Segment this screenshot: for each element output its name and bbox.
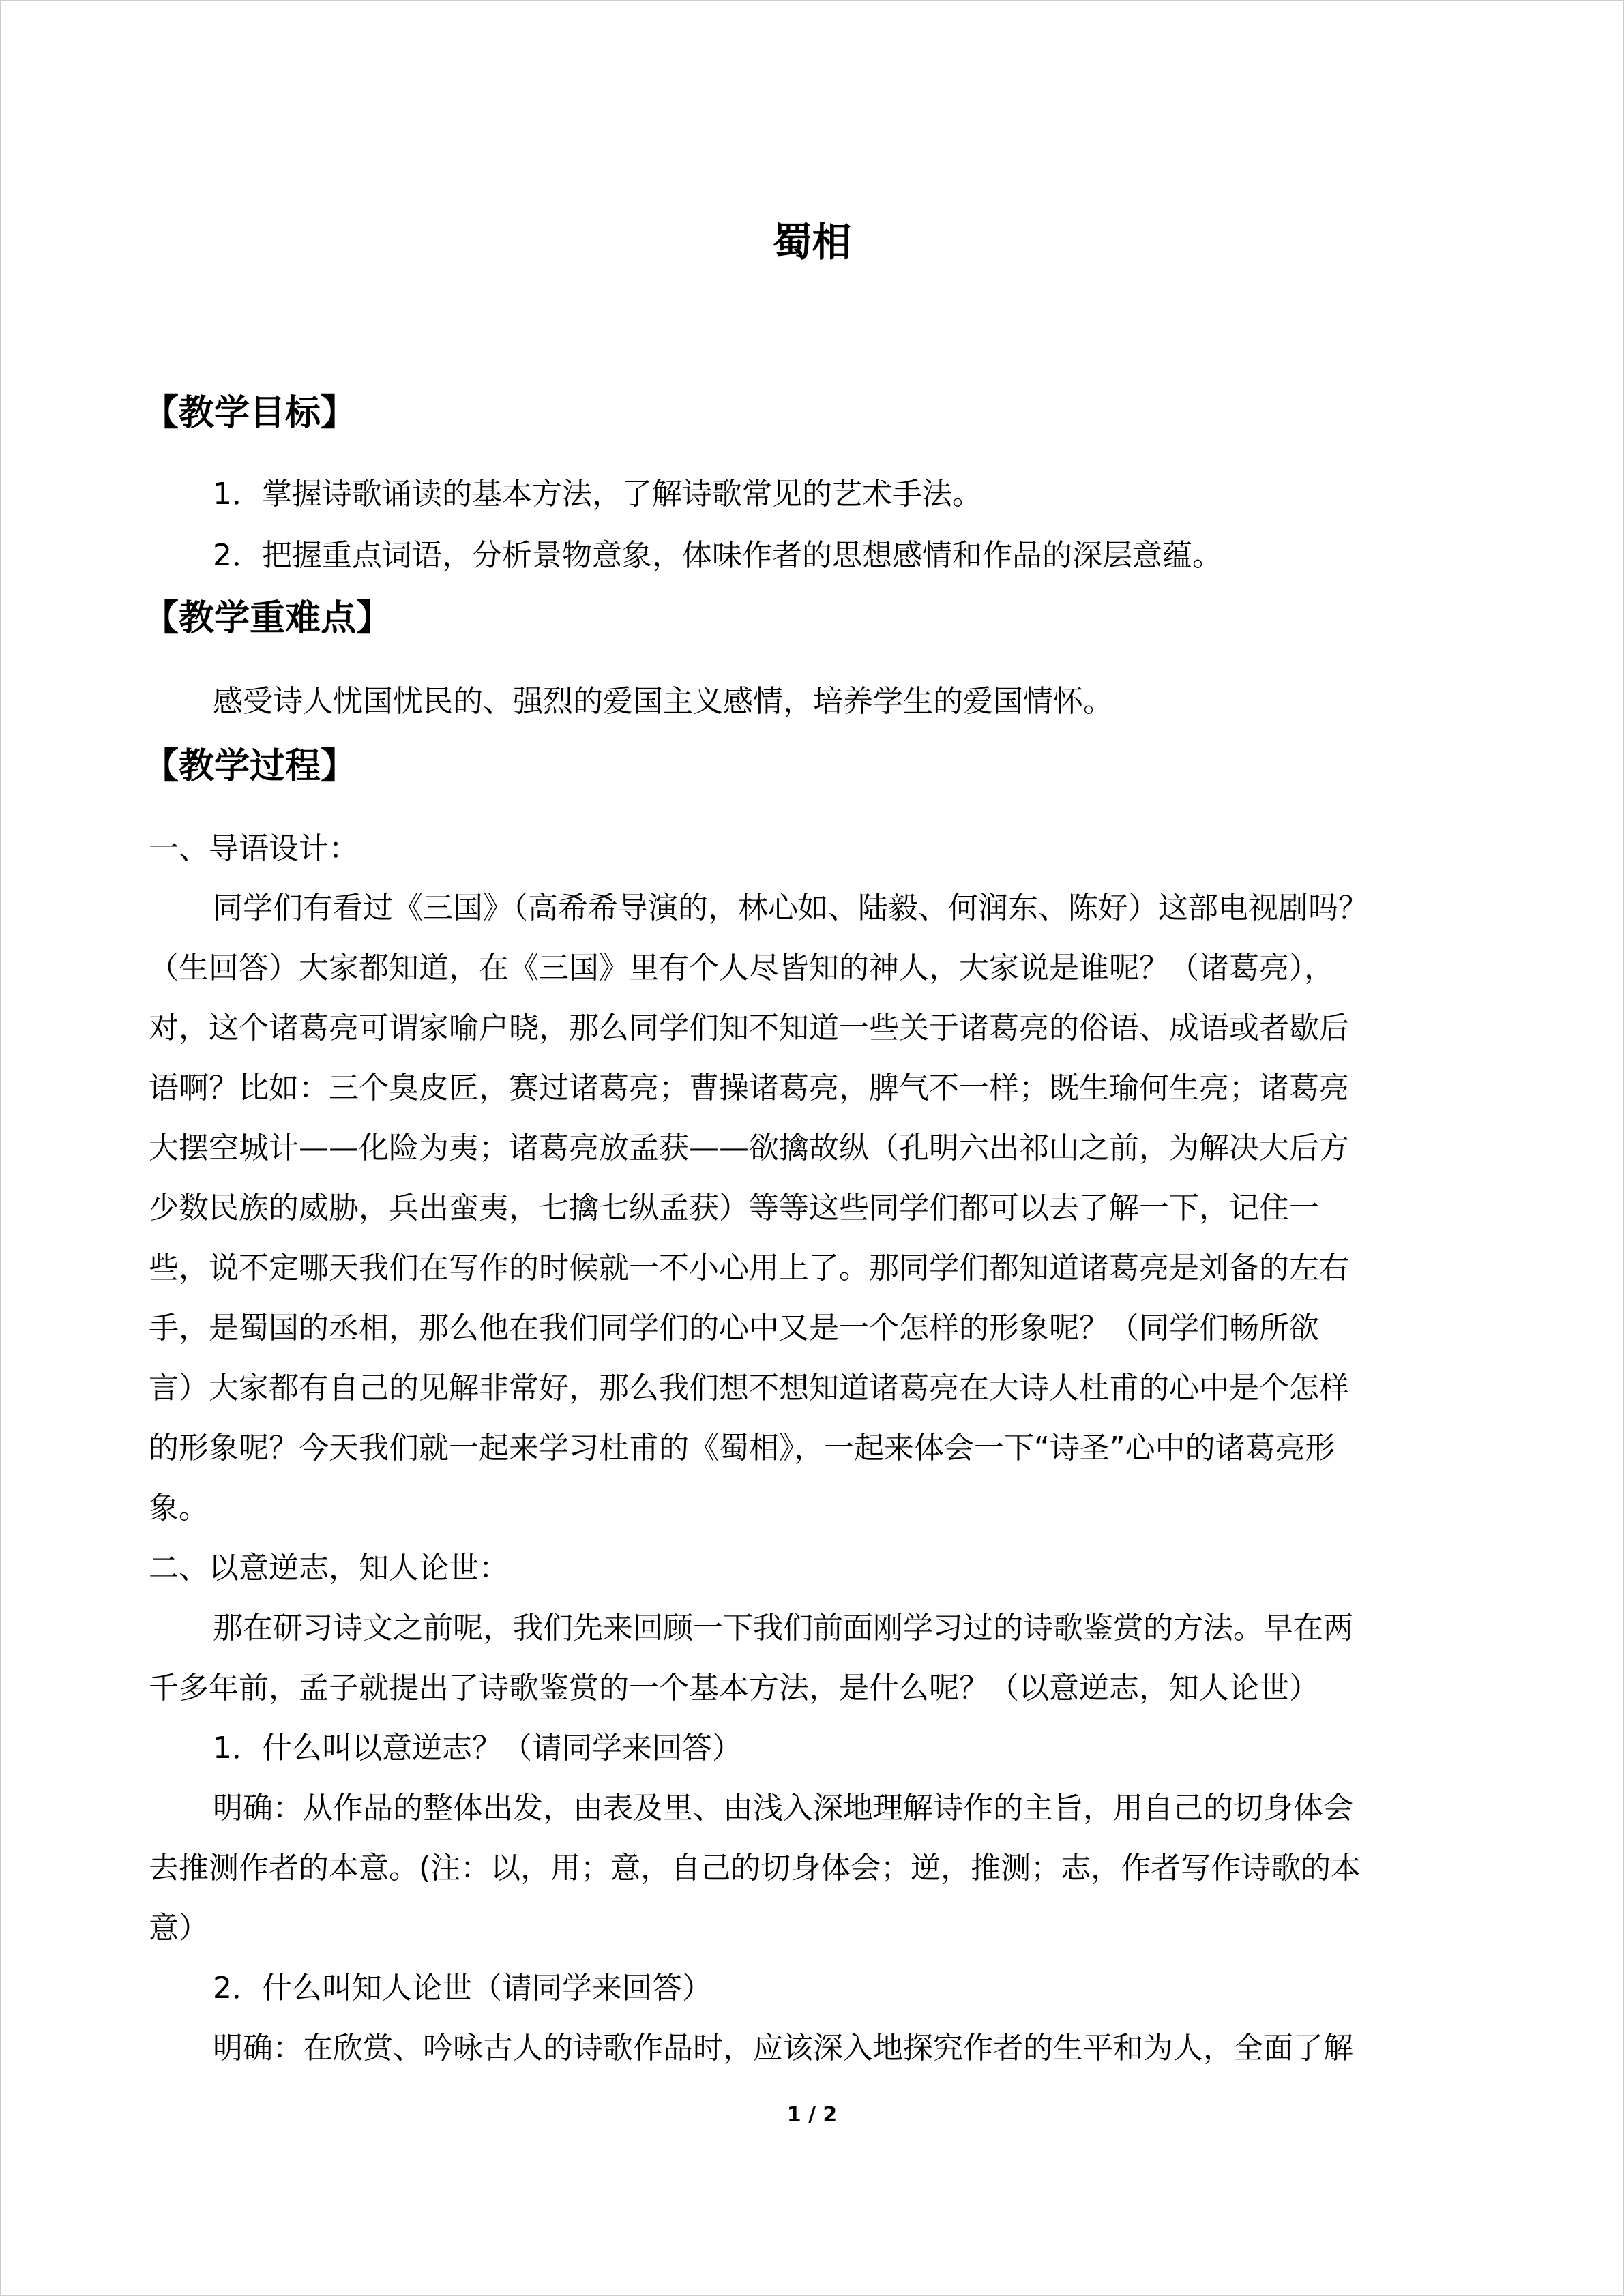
process-subheading-method: 二、以意逆志，知人论世： <box>149 1551 509 1585</box>
process-paragraph-line: 些，说不定哪天我们在写作的时候就一不小心用上了。那同学们都知道诸葛亮是刘备的左右 <box>149 1251 1349 1285</box>
process-subheading-intro: 一、导语设计： <box>149 831 359 866</box>
process-answer-line: 明确：在欣赏、吟咏古人的诗歌作品时，应该深入地探究作者的生平和为人，全面了解 <box>213 2031 1353 2066</box>
page-number: 1 / 2 <box>786 2103 838 2127</box>
process-answer-line: 明确：从作品的整体出发，由表及里、由浅入深地理解诗作的主旨，用自己的切身体会 <box>213 1791 1353 1825</box>
process-paragraph-line: 大摆空城计——化险为夷；诸葛亮放孟获——欲擒故纵（孔明六出祁山之前，为解决大后方 <box>149 1131 1349 1165</box>
process-paragraph-line: （生回答）大家都知道，在《三国》里有个人尽皆知的神人，大家说是谁呢？（诸葛亮）， <box>149 951 1334 985</box>
process-question-line: 2．什么叫知人论世（请同学来回答） <box>213 1971 712 2006</box>
section-heading-difficulties: 【教学重难点】 <box>143 598 392 639</box>
goals-line-2: 2．把握重点词语，分析景物意象，体味作者的思想感情和作品的深层意蕴。 <box>213 538 1222 573</box>
process-paragraph-line: 那在研习诗文之前呢，我们先来回顾一下我们前面刚学习过的诗歌鉴赏的方法。早在两 <box>213 1611 1353 1645</box>
difficulties-line-1: 感受诗人忧国忧民的、强烈的爱国主义感情，培养学生的爱国情怀。 <box>213 684 1113 719</box>
process-answer-line: 去推测作者的本意。(注：以，用；意，自己的切身体会；逆，推测；志，作者写作诗歌的本 <box>149 1851 1361 1885</box>
process-paragraph-line: 对，这个诸葛亮可谓家喻户晓，那么同学们知不知道一些关于诸葛亮的俗语、成语或者歇后 <box>149 1011 1349 1045</box>
page-title: 蜀相 <box>772 219 852 265</box>
process-paragraph-line: 言）大家都有自己的见解非常好，那么我们想不想知道诸葛亮在大诗人杜甫的心中是个怎样 <box>149 1371 1349 1405</box>
process-paragraph-line: 语啊？比如：三个臭皮匠，赛过诸葛亮；曹操诸葛亮，脾气不一样；既生瑜何生亮；诸葛亮 <box>149 1071 1349 1105</box>
process-question-line: 1．什么叫以意逆志？（请同学来回答） <box>213 1731 742 1765</box>
section-heading-goals: 【教学目标】 <box>143 393 357 434</box>
section-heading-process: 【教学过程】 <box>143 746 357 787</box>
process-answer-line: 意） <box>149 1911 209 1945</box>
process-paragraph-line: 的形象呢？今天我们就一起来学习杜甫的《蜀相》，一起来体会一下“诗圣”心中的诸葛亮形 <box>149 1431 1335 1465</box>
process-paragraph-line: 少数民族的威胁，兵出蛮夷，七擒七纵孟获）等等这些同学们都可以去了解一下，记住一 <box>149 1191 1319 1225</box>
process-paragraph-line: 千多年前，孟子就提出了诗歌鉴赏的一个基本方法，是什么呢？（以意逆志，知人论世） <box>149 1671 1319 1705</box>
process-paragraph-line: 手，是蜀国的丞相，那么他在我们同学们的心中又是一个怎样的形象呢？（同学们畅所欲 <box>149 1311 1319 1345</box>
goals-line-1: 1．掌握诗歌诵读的基本方法，了解诗歌常见的艺术手法。 <box>213 477 982 511</box>
process-paragraph-line: 象。 <box>149 1491 209 1525</box>
process-paragraph-line: 同学们有看过《三国》（高希希导演的，林心如、陆毅、何润东、陈好）这部电视剧吗？ <box>213 891 1368 925</box>
